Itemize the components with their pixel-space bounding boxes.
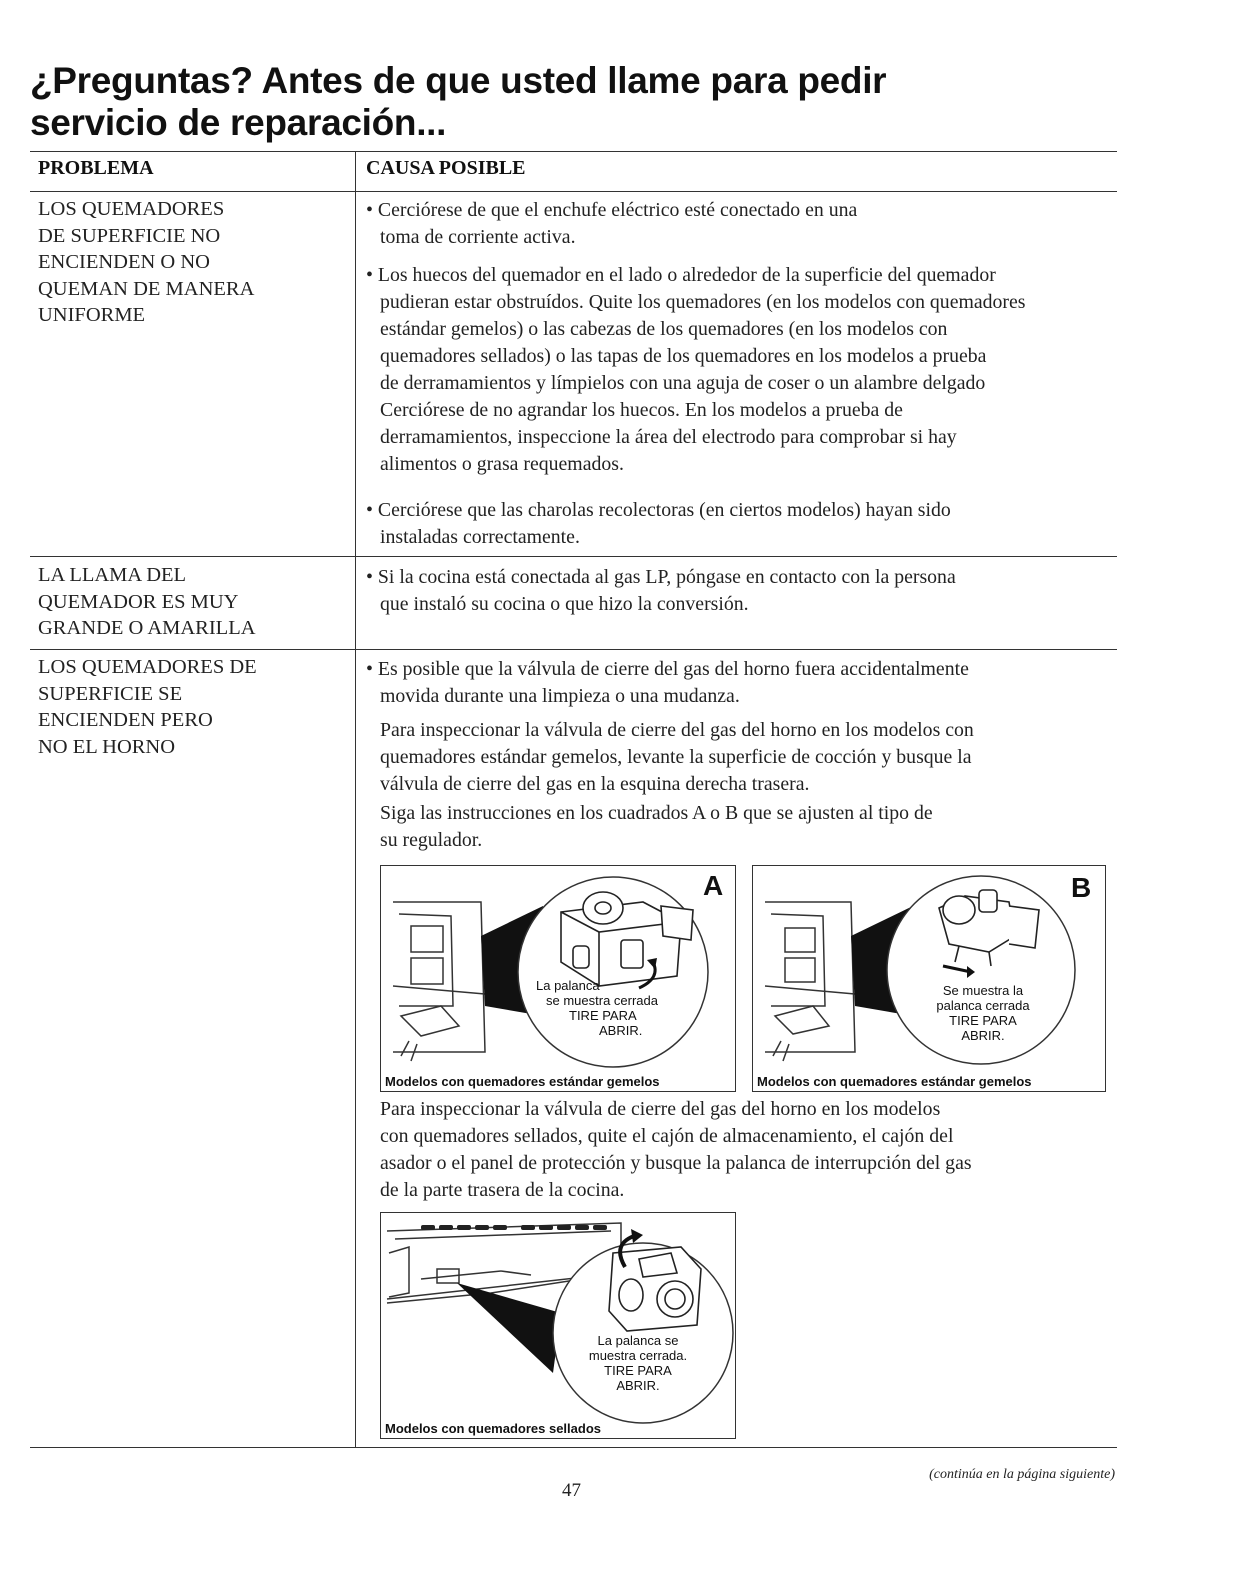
cause-line: su regulador. [380,829,483,851]
callout-line: palanca cerrada [936,998,1030,1013]
cause-line: Si la cocina está conectada al gas LP, póngase en contacto con la persona [377,566,956,588]
problem-line: ENCIENDEN O NO [38,251,210,273]
figure-a-letter: A [703,870,724,901]
cause-line: con quemadores sellados, quite el cajón de almacenamiento, el cajón del [380,1125,954,1147]
table-top-rule [30,151,1117,152]
callout-line: TIRE PARA [569,1008,637,1023]
cause-item-3-1 [366,656,1116,710]
problem-line: ENCIENDEN PERO [38,709,213,731]
problem-line: SUPERFICIE SE [38,682,183,705]
problem-line: DE SUPERFICIE NO [38,224,221,247]
cause-item-2-1 [366,564,1116,618]
figure-a-callout [536,978,658,1038]
column-divider [355,151,356,1447]
figure-sealed [380,1212,736,1439]
problem-line: LOS QUEMADORES DE [38,656,257,678]
problem-line: QUEMADOR ES MUY [38,590,239,613]
cause-line: Los huecos del quemador en el lado o alrededor de la superficie del quemador [377,264,996,286]
bullet: • [366,658,373,680]
callout-line: ABRIR. [616,1378,660,1393]
cause-line: quemadores estándar gemelos, levante la superficie de cocción y busque la [380,746,972,768]
figure-a-caption: Modelos con quemadores estándar gemelos [385,1074,660,1089]
cause-line: movida durante una limpieza o una mudanza. [380,685,740,707]
cause-line: Es posible que la válvula de cierre del gas del horno fuera accidentalmente [377,658,969,680]
cause-line: toma de corriente activa. [380,226,576,248]
problem-line: QUEMAN DE MANERA [38,277,255,300]
callout-line: Se muestra la [942,983,1024,998]
problem-cell-3 [38,654,338,760]
callout-line: TIRE PARA [604,1363,672,1378]
bullet: • [366,264,373,286]
cause-paragraph-3-3 [380,1096,1130,1204]
cause-line: Siga las instrucciones en los cuadrados A o B que se ajusten al tipo de [380,802,933,824]
figure-sealed-callout [573,1333,703,1393]
figure-sealed-caption: Modelos con quemadores sellados [385,1421,601,1436]
problem-line: GRANDE O AMARILLA [38,617,256,639]
problem-line: LA LLAMA DEL [38,564,187,586]
cause-line: alimentos o grasa requemados. [380,453,624,475]
callout-line: La palanca se [597,1333,679,1348]
cause-line: de derramamientos y límpielos con una aguja de coser o un alambre delgado [380,372,986,394]
cause-item-1-1 [366,197,1116,251]
problem-line: NO EL HORNO [38,735,176,758]
callout-line: se muestra cerrada [546,993,658,1008]
cause-line: derramamientos, inspeccione la área del electrodo para comprobar si hay [380,426,957,448]
callout-line: La palanca [536,978,600,993]
cause-line: Cerciórese de no agrandar los huecos. En los modelos a prueba de [380,399,903,421]
figure-b-illustration [753,866,1105,1091]
cause-line: pudieran estar obstruídos. Quite los quemadores (en los modelos con quemadores [380,291,1026,313]
figure-sealed-illustration [381,1213,735,1438]
continued-note: (continúa en la página siguiente) [929,1467,1115,1482]
figure-b [752,865,1106,1092]
problem-line: LOS QUEMADORES [38,198,225,220]
page-title [30,60,1130,144]
row-divider-1 [30,556,1117,557]
cause-line: Cerciórese de que el enchufe eléctrico esté conectado en una [377,199,858,221]
page-number: 47 [562,1480,581,1501]
column-header-cause: CAUSA POSIBLE [366,157,526,179]
bullet: • [366,499,373,521]
cause-item-1-3 [366,497,1116,551]
row-divider-2 [30,649,1117,650]
figure-b-callout [918,983,1048,1043]
cause-paragraph-3-2 [380,800,1130,854]
cause-line: asador o el panel de protección y busque la palanca de interrupción del gas [380,1152,972,1174]
cause-line: válvula de cierre del gas en la esquina derecha trasera. [380,773,810,795]
cause-line: estándar gemelos) o las cabezas de los quemadores (en los modelos con [380,318,948,340]
cause-line: Cerciórese que las charolas recolectoras (en ciertos modelos) hayan sido [377,499,951,521]
column-header-problem: PROBLEMA [38,157,154,179]
cause-line: de la parte trasera de la cocina. [380,1179,625,1201]
page-title-line-2: servicio de reparación... [30,102,447,143]
table-bottom-rule [30,1447,1117,1448]
cause-line: que instaló su cocina o que hizo la conversión. [380,593,749,615]
problem-cell-2 [38,562,338,642]
problem-line: UNIFORME [38,304,146,326]
bullet: • [366,199,373,221]
callout-line: muestra cerrada. [588,1348,688,1363]
figure-b-caption: Modelos con quemadores estándar gemelos [757,1074,1032,1089]
header-rule [30,191,1117,192]
callout-line: TIRE PARA [949,1013,1017,1028]
figure-a [380,865,736,1092]
cause-item-1-2 [366,262,1116,478]
cause-line: Para inspeccionar la válvula de cierre del gas del horno en los modelos con [380,719,974,741]
page-title-line-1: ¿Preguntas? Antes de que usted llame para pedir [30,60,887,101]
callout-line: ABRIR. [961,1028,1005,1043]
callout-line: ABRIR. [599,1023,643,1038]
problem-cell-1 [38,196,338,329]
cause-paragraph-3-1 [380,717,1130,798]
cause-line: Para inspeccionar la válvula de cierre del gas del horno en los modelos [380,1098,941,1120]
figure-b-letter: B [1071,872,1092,903]
bullet: • [366,566,373,588]
cause-line: instaladas correctamente. [380,526,580,548]
cause-line: quemadores sellados) o las tapas de los quemadores en los modelos a prueba [380,345,987,367]
